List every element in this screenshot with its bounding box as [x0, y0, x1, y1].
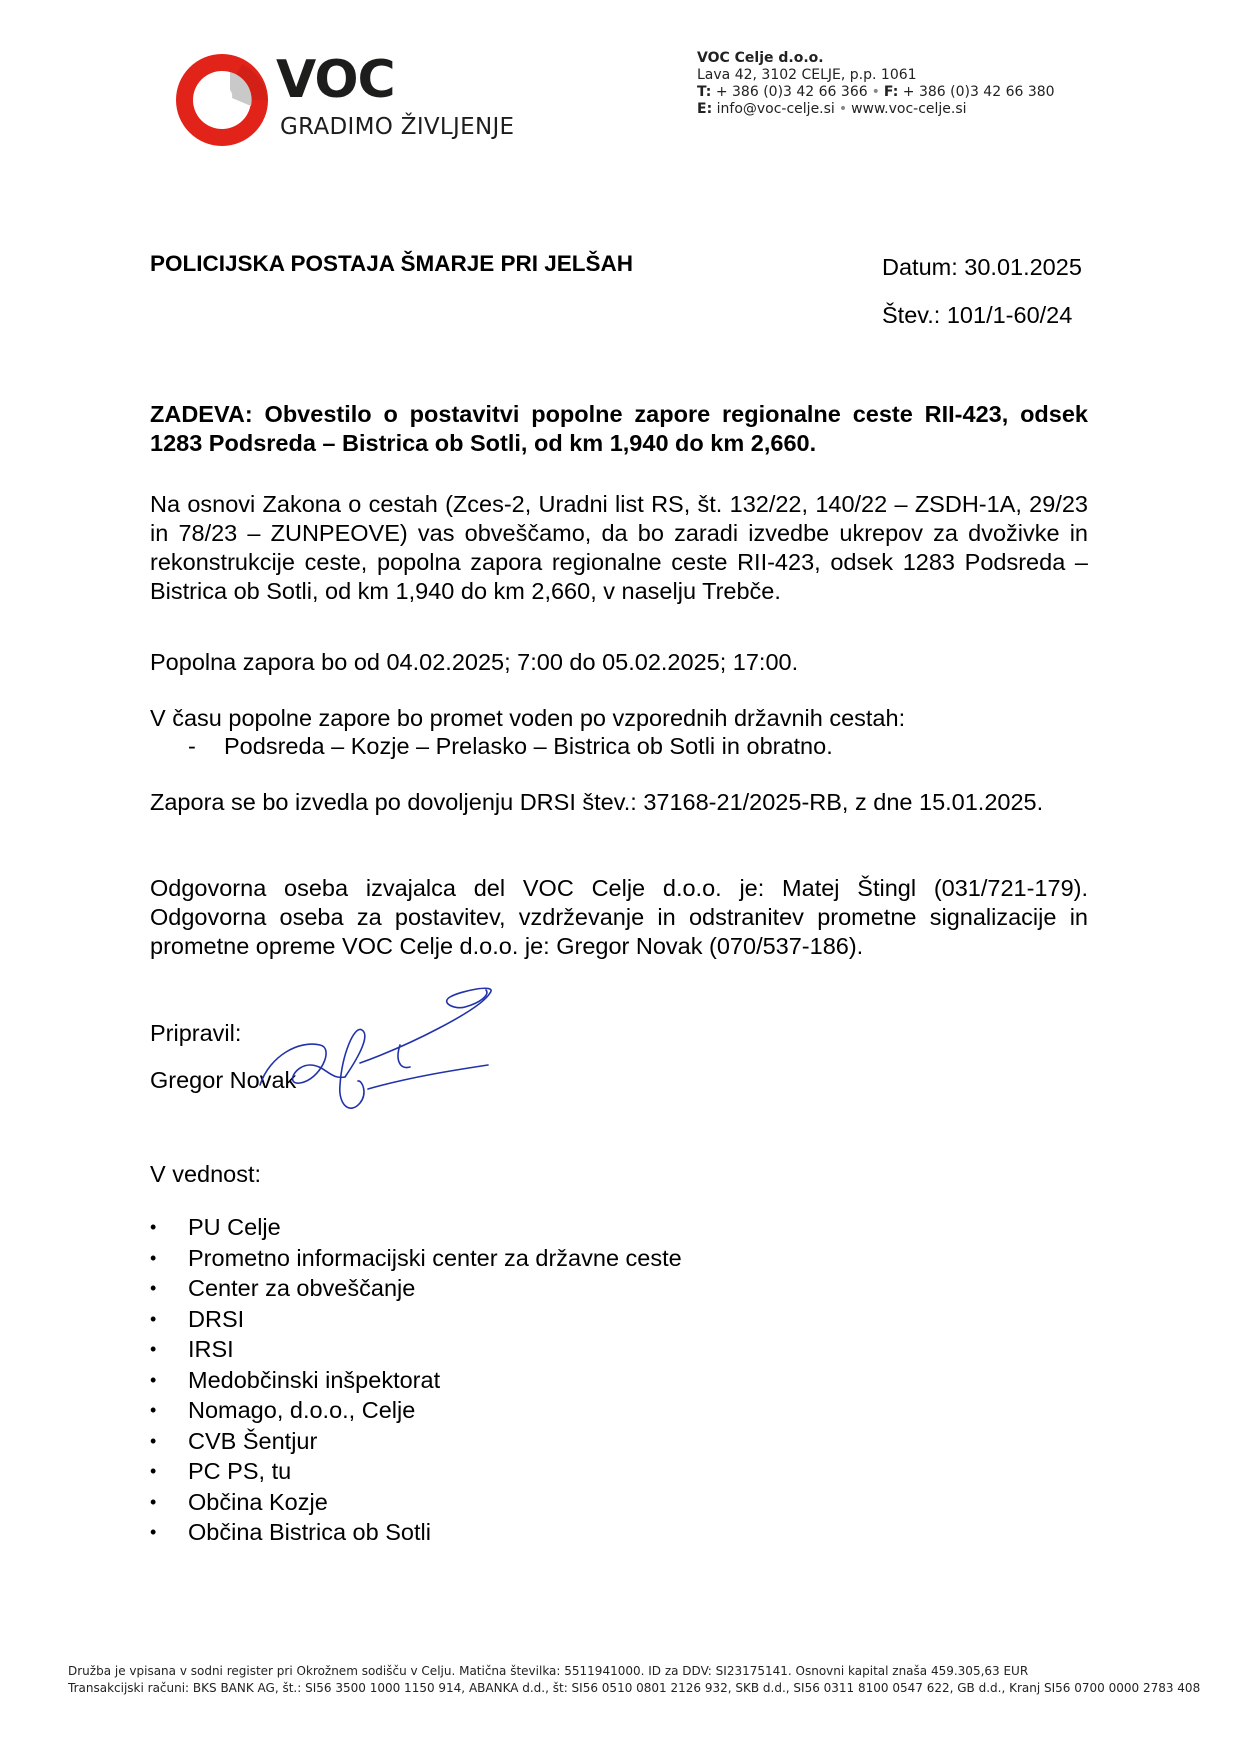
cc-list-item: [150, 1517, 682, 1548]
separator-dot: •: [838, 101, 848, 117]
paragraph-detour-intro: V času popolne zapore bo promet voden po vzporednih državnih cestah:: [150, 705, 906, 731]
logo-tagline: GRADIMO ŽIVLJENJE: [280, 114, 515, 140]
separator-dot: •: [871, 84, 880, 100]
cc-recipient-name: Prometno informacijski center za državne ceste: [188, 1244, 682, 1271]
company-name: VOC Celje d.o.o.: [697, 50, 824, 66]
bullet-marker: •: [150, 1339, 157, 1359]
fax-label: F:: [883, 84, 899, 100]
footer-bank-accounts: Transakcijski računi: BKS BANK AG, št.: SI56 3500 1000 1150 914, ABANKA d.d., št: SI56 0510 0801 2126 932, SKB d.d., SI56 0311 8100 0547 622, GB d.d., Kranj SI56 0700 0000 2783 408: [68, 1681, 1201, 1695]
bullet-marker: •: [150, 1369, 157, 1390]
cc-recipient-name: Medobčinski inšpektorat: [188, 1366, 441, 1393]
bullet-marker: •: [150, 1217, 157, 1237]
bullet-marker: •: [150, 1522, 157, 1542]
letter-date: Datum: 30.01.2025: [882, 254, 1082, 280]
company-phone-line: [697, 84, 1055, 101]
bullet-marker: •: [150, 1430, 157, 1451]
email-label: E:: [697, 101, 713, 117]
letter-number: Štev.: 101/1-60/24: [882, 302, 1073, 328]
cc-list-item: [150, 1426, 682, 1457]
cc-recipient-name: PC PS, tu: [188, 1458, 292, 1484]
paragraph-legal-basis: Na osnovi Zakona o cestah (Zces-2, Uradni list RS, št. 132/22, 140/22 – ZSDH-1A, 29/23 in 78/23 – ZUNPEOVE) vas obveščamo, da bo zaradi izvedbe ukrepov za dvoživke in rekonstrukcije ceste, popolna zapora regionalne ceste RII-423, odsek 1283 Podsreda – Bistrica ob Sotli, od km 1,940 do km 2,660, v naselju Trebče.: [150, 491, 1088, 604]
cc-list: [150, 1212, 682, 1548]
company-contact-block: [697, 50, 1055, 118]
paragraph-permit: Zapora se bo izvedla po dovoljenju DRSI štev.: 37168-21/2025-RB, z dne 15.01.2025.: [150, 789, 1044, 815]
cc-recipient-name: Občina Kozje: [188, 1488, 328, 1515]
cc-list-item: [150, 1212, 682, 1243]
bullet-marker: •: [150, 1461, 157, 1481]
cc-list-item: [150, 1365, 682, 1396]
paragraph-responsible-persons: Odgovorna oseba izvajalca del VOC Celje d.o.o. je: Matej Štingl (031/721-179). Odgovorna oseba za postavitev, vzdrževanje in odstranitev prometne signalizacije in prometne opreme VOC Celje d.o.o. je: Gregor Novak (070/537-186).: [150, 875, 1088, 959]
cc-list-item: [150, 1304, 682, 1335]
subject: ZADEVA: Obvestilo o postavitvi popolne zapore regionalne ceste RII-423, odsek 1283 Podsreda – Bistrica ob Sotli, od km 1,940 do km 2,660.: [150, 401, 1088, 456]
cc-recipient-name: CVB Šentjur: [188, 1427, 318, 1454]
cc-recipient-name: Nomago, d.o.o., Celje: [188, 1397, 416, 1423]
cc-recipient-name: Center za obveščanje: [188, 1275, 416, 1301]
cc-recipient-name: PU Celje: [188, 1214, 281, 1240]
company-address: Lava 42, 3102 CELJE, p.p. 1061: [697, 67, 917, 83]
dash-marker: -: [188, 733, 196, 759]
cc-recipient-name: IRSI: [188, 1336, 234, 1362]
email-link[interactable]: info@voc-celje.si: [716, 101, 835, 117]
cc-list-item: [150, 1334, 682, 1365]
cc-list-item: [150, 1487, 682, 1518]
phone-label: T:: [697, 84, 712, 100]
cc-list-item: [150, 1273, 682, 1304]
bullet-marker: •: [150, 1491, 157, 1512]
fax-number: + 386 (0)3 42 66 380: [902, 84, 1055, 100]
bullet-marker: •: [150, 1247, 157, 1268]
prepared-by-name: Gregor Novak: [150, 1067, 297, 1093]
cc-recipient-name: DRSI: [188, 1305, 245, 1332]
bullet-marker: •: [150, 1400, 157, 1420]
company-email-line: [697, 101, 1055, 118]
logo-wordmark: VOC: [276, 50, 395, 110]
cc-list-item: [150, 1243, 682, 1274]
footer-registration: Družba je vpisana v sodni register pri Okrožnem sodišču v Celju. Matična številka: 5511941000. ID za DDV: SI23175141. Osnovni kapital znaša 459.305,63 EUR: [68, 1664, 1029, 1678]
prepared-label: Pripravil:: [150, 1020, 242, 1046]
paragraph-closure-period: Popolna zapora bo od 04.02.2025; 7:00 do 05.02.2025; 17:00.: [150, 649, 799, 675]
bullet-marker: •: [150, 1308, 157, 1329]
handwritten-signature: [250, 985, 500, 1125]
cc-list-item: [150, 1456, 682, 1487]
footer-legal: [68, 1663, 1200, 1697]
bullet-marker: •: [150, 1278, 157, 1298]
cc-recipient-name: Občina Bistrica ob Sotli: [188, 1519, 431, 1545]
cc-list-item: [150, 1395, 682, 1426]
detour-item: [188, 733, 833, 760]
voc-logo-icon: [172, 50, 272, 150]
phone-number: + 386 (0)3 42 66 366: [715, 84, 868, 100]
detour-route: Podsreda – Kozje – Prelasko – Bistrica ob Sotli in obratno.: [224, 733, 833, 759]
recipient: POLICIJSKA POSTAJA ŠMARJE PRI JELŠAH: [150, 251, 634, 276]
cc-label: V vednost:: [150, 1161, 262, 1187]
website-link[interactable]: www.voc-celje.si: [851, 101, 967, 117]
